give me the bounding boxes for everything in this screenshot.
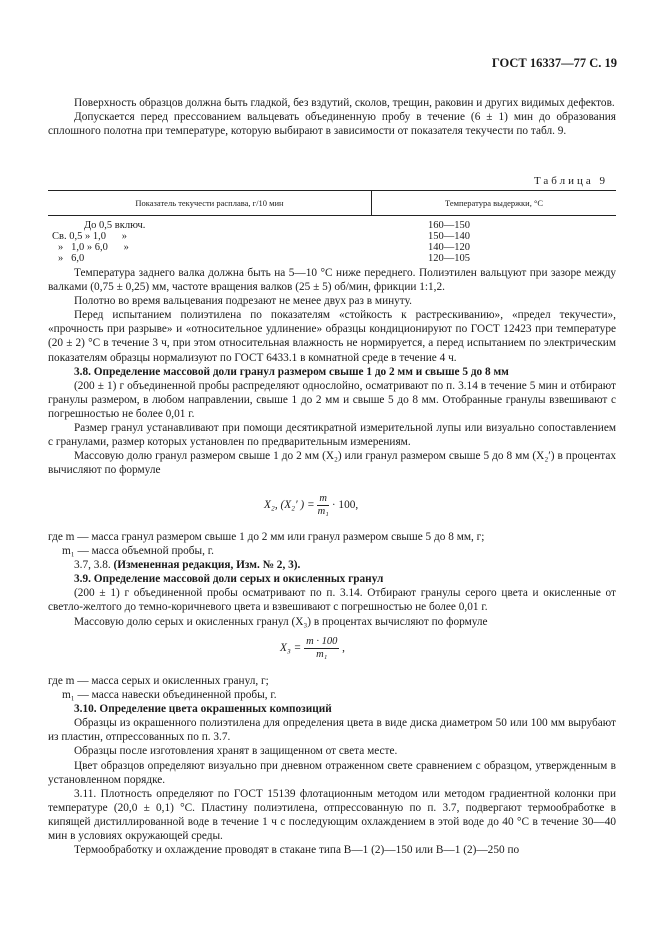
paragraph-text: m₁ — масса навески объединенной пробы, г. (62, 689, 277, 702)
paragraph-text: Поверхность образцов должна быть гладкой, без вздутий, сколов, трещин, раковин и других видимых дефектов. (74, 97, 615, 109)
table-col-header: Температура выдержки, °С (444, 198, 544, 208)
formula-lhs: X₂, (X₂′ ) = (264, 499, 315, 512)
paragraph-text: Образцы после изготовления хранят в защищенном от света месте. (74, 745, 398, 758)
table-cell: » 6,0 (58, 253, 85, 264)
paragraph-text: Термообработку и охлаждение проводят в стакане типа В—1 (2)—150 или В—1 (2)—250 по (74, 844, 520, 857)
paragraph-text: Цвет образцов определяют визуально при дневном отраженном свете сравнением с образцом, утвержденным в установленном порядке. (48, 759, 616, 786)
paragraph-text: (200 ± 1) г объединенной пробы распределяют однослойно, осматривают по п. 3.14 в течение 5 мин и отбирают гранулы размером, в любом направлении, свыше 1 до 2 мм и свыше 5 до 8 мм. Отобранные гранулы взвешивают с погрешностью не более 0,01 г. (48, 379, 616, 420)
formula-fraction (317, 493, 329, 518)
formula-fraction (304, 636, 339, 661)
formula-lhs: X₃ = (280, 642, 302, 655)
section-title: 3.9. Определение массовой доли серых и окисленных гранул (74, 573, 384, 586)
table-cell: Св. 0,5 » 1,0 » (52, 231, 127, 242)
table-col-header: Показатель текучести расплава, г/10 мин (48, 191, 372, 215)
paragraph (48, 96, 616, 138)
paragraph-text: m₁ — масса объемной пробы, г. (62, 545, 214, 558)
formula-denominator: m₁ (316, 649, 328, 660)
table-cell: 160—150 (428, 220, 470, 231)
amendment-text: (Измененная редакция, Изм. № 2, 3). (113, 559, 301, 572)
text-block (48, 266, 616, 477)
formula-tail: · 100, (331, 499, 359, 512)
text-block (48, 674, 616, 857)
paragraph-text: где m — масса серых и окисленных гранул, г; (48, 675, 269, 687)
paragraph-text: Размер гранул устанавливают при помощи десятикратной измерительной лупы или визуально сопоставлением с гранулами, размер которых установлен по предварительным измерениям. (48, 422, 616, 449)
table-cell: » 1,0 » 6,0 » (58, 242, 129, 253)
section-title: 3.8. Определение массовой доли гранул размером свыше 1 до 2 мм и свыше 5 до 8 мм (74, 365, 509, 378)
amendment-note (48, 558, 616, 572)
paragraph-text: (200 ± 1) г объединенной пробы осматривают по п. 3.14. Отбирают гранулы серого цвета и окисленные от светло-желтого до темно-коричневого цвета и взвешивают с погрешностью не более 0,01 г. (48, 587, 616, 614)
page-header: ГОСТ 16337—77 С. 19 (491, 56, 617, 70)
formula-denominator: m₁ (317, 506, 329, 517)
table-cell: 140—120 (428, 242, 470, 253)
table-cell: До 0,5 включ. (84, 220, 146, 231)
paragraph-text: Массовую долю гранул размером свыше 1 до 2 мм (X₂) или гранул размером свыше 5 до 8 мм (X₂′) в процентах вычисляют по формуле (48, 450, 616, 477)
paragraph-text: где m — масса гранул размером свыше 1 до 2 мм или гранул размером свыше 5 до 8 мм, г; (48, 531, 485, 543)
formula-tail: , (342, 642, 345, 655)
table-cell: 150—140 (428, 231, 470, 242)
paragraph-text: 3.11. Плотность определяют по ГОСТ 15139 флотационным методом или методом градиентной колонки при температуре (20,0 ± 0,1) °С. Пластину полиэтилена, отпрессованную по п. 3.7, подвергают термообработке в кипящей дистиллированной воде в течение 1 ч с последующим охлаждением в этой воде до 40 °С в течение 30—40 мин в условиях окружающей среды. (48, 787, 616, 843)
table-cell: 120—105 (428, 253, 470, 264)
paragraph-text: Образцы из окрашенного полиэтилена для определения цвета в виде диска диаметром 50 или 100 мм вырубают из пластин, отпрессованных по п. 3.7. (48, 717, 616, 744)
amendment-ref: 3.7, 3.8. (74, 559, 111, 572)
section-title: 3.10. Определение цвета окрашенных композиций (74, 703, 332, 716)
text-block (48, 530, 616, 629)
paragraph-text: Допускается перед прессованием вальцевать объединенную пробу в течение (6 ± 1) мин до образования сплошного полотна при температуре, которую выбирают в зависимости от показателя текучести по табл. 9. (48, 111, 616, 138)
table-header (48, 190, 616, 216)
paragraph-text: Перед испытанием полиэтилена по показателям «стойкость к растрескиванию», «предел текучести», «прочность при разрыве» и «относительное удлинение» образцы кондиционируют по ГОСТ 12423 при температуре (20 ± 2) °С в течение 3 ч, при этом относительная влажность не нормируется, а перед испытанием по электрическим показателям образцы нормализуют по ГОСТ 6433.1 в комнатной среде в течение 4 ч. (48, 309, 616, 364)
formula-x2 (264, 493, 358, 518)
paragraph-text: Полотно во время вальцевания подрезают не менее двух раз в минуту. (74, 295, 412, 308)
formula-numerator: m · 100 (306, 636, 338, 647)
paragraph-text: Температура заднего валка должна быть на 5—10 °С ниже переднего. Полиэтилен вальцуют при зазоре между валками (0,75 ± 0,25) мм, частоте вращения валков (25 ± 5) об/мин, фрикции 1:1,2. (48, 267, 616, 294)
formula-numerator: m (319, 493, 327, 504)
paragraph-text: Массовую долю серых и окисленных гранул (X₃) в процентах вычисляют по формуле (74, 615, 488, 628)
table-caption: Таблица 9 (533, 175, 608, 187)
formula-x3 (280, 636, 345, 661)
